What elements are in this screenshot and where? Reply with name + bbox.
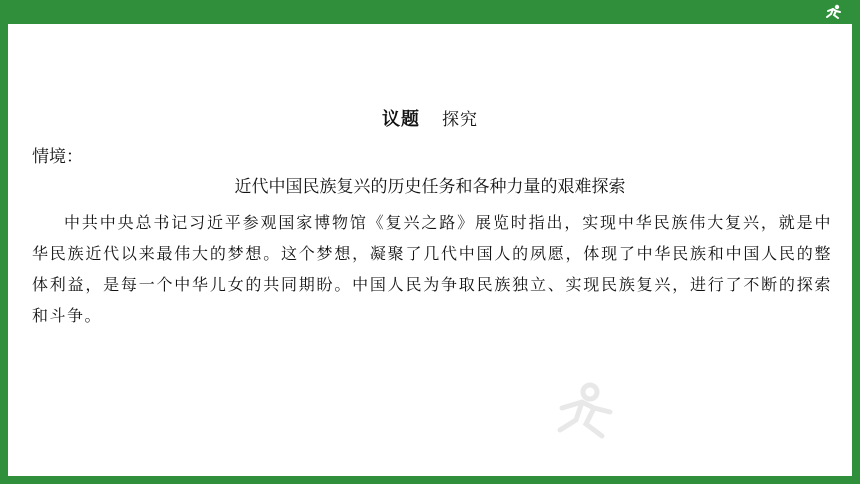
header-bar bbox=[0, 0, 860, 24]
body-paragraph: 中共中央总书记习近平参观国家博物馆《复兴之路》展览时指出，实现中华民族伟大复兴，就是中华民族近代以来最伟大的梦想。这个梦想，凝聚了几代中国人的夙愿，体现了中华民族和中国人民的整体利益，是每一个中华儿女的共同期盼。中国人民为争取民族独立、实现民族复兴，进行了不断的探索和斗争。 bbox=[32, 213, 832, 325]
bottom-border bbox=[0, 476, 860, 484]
brand-logo bbox=[824, 3, 844, 21]
runner-icon bbox=[824, 4, 844, 20]
context-label: 情境： bbox=[32, 147, 83, 167]
left-border bbox=[0, 24, 8, 484]
slide-title bbox=[0, 108, 860, 132]
title-sub: 探究 bbox=[442, 110, 478, 130]
title-main: 议题 bbox=[382, 109, 420, 130]
watermark-logo bbox=[552, 378, 842, 458]
section-heading: 近代中国民族复兴的历史任务和各种力量的艰难探索 bbox=[234, 177, 626, 197]
right-border bbox=[852, 24, 860, 484]
